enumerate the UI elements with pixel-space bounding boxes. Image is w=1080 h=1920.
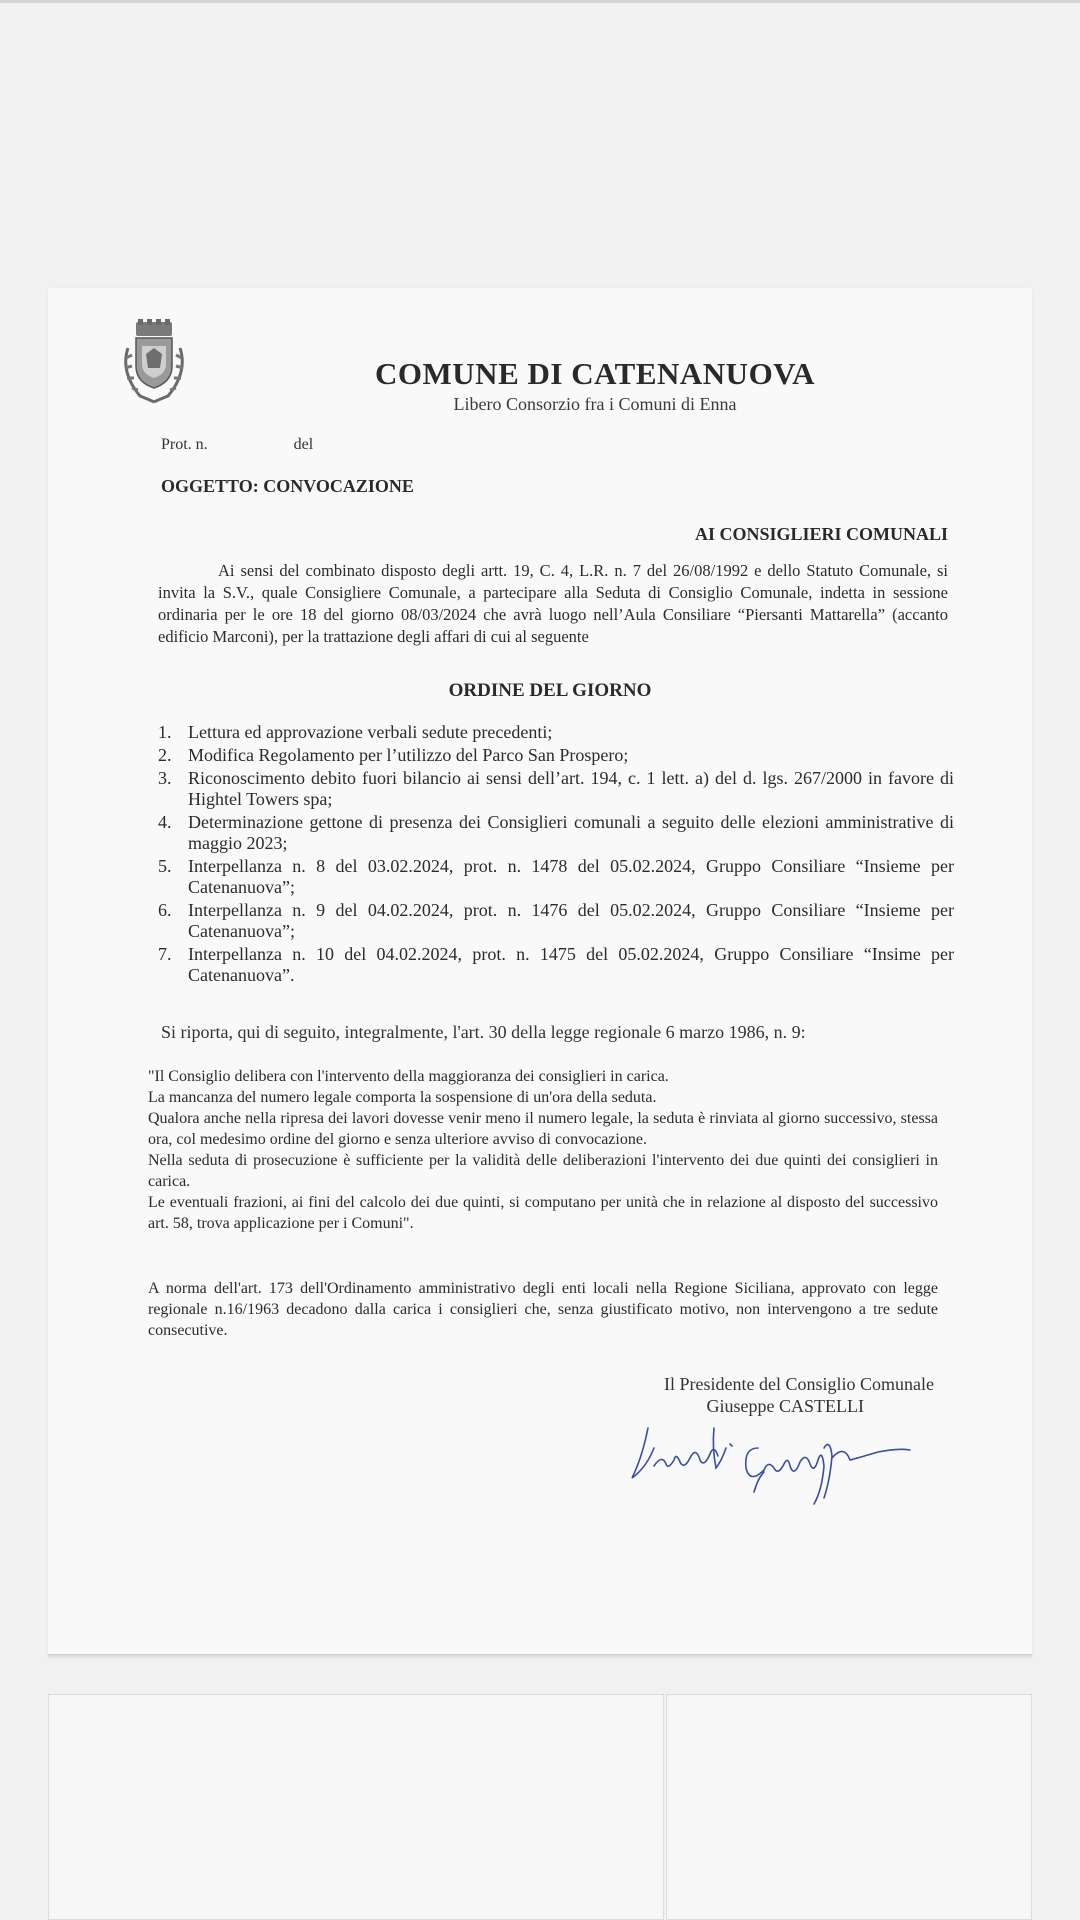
quote-line: "Il Consiglio delibera con l'intervento della maggioranza dei consiglieri in carica. [148, 1068, 669, 1085]
agenda-item [158, 722, 954, 743]
consortium-subtitle: Libero Consorzio fra i Comuni di Enna [453, 394, 737, 414]
agenda-item-number: 5. [158, 856, 172, 876]
del-label: del [293, 436, 314, 453]
municipality-title: COMUNE DI CATENANUOVA [375, 356, 815, 391]
agenda-item-text: Interpellanza n. 10 del 04.02.2024, prot. n. 1475 del 05.02.2024, Gruppo Consiliare “Insime per Catenanuova”. [188, 944, 954, 985]
quote-line: Qualora anche nella ripresa dei lavori dovesse venir meno il numero legale, la seduta è rinviata al giorno successivo, stessa ora, col medesimo ordine del giorno e senza ulteriore avviso di convocazione. [148, 1110, 938, 1148]
agenda-item [158, 812, 954, 854]
page-shadow [48, 1654, 1032, 1658]
top-edge [0, 0, 1080, 3]
norm-paragraph: A norma dell'art. 173 dell'Ordinamento amministrativo degli enti locali nella Regione Siciliana, approvato con legge regionale n.16/1963 decadono dalla carica i consiglieri che, senza giustificato motivo, non intervengono a tre sedute consecutive. [148, 1280, 938, 1339]
president-name: Giuseppe CASTELLI [706, 1396, 864, 1416]
agenda-item-text: Modifica Regolamento per l’utilizzo del Parco San Prospero; [188, 745, 629, 765]
agenda-item-number: 7. [158, 944, 172, 964]
agenda-item [158, 856, 954, 898]
agenda-item-text: Interpellanza n. 9 del 04.02.2024, prot. n. 1476 del 05.02.2024, Gruppo Consiliare “Insieme per Catenanuova”; [188, 900, 954, 941]
next-page-thumbnail[interactable] [48, 1694, 664, 1920]
president-title: Il Presidente del Consiglio Comunale [664, 1374, 934, 1394]
agenda-item-number: 3. [158, 768, 172, 788]
law-quote [148, 1066, 938, 1234]
protocol-line [161, 436, 313, 454]
agenda-list [158, 722, 954, 988]
agenda-item-number: 2. [158, 745, 172, 765]
quote-line: Le eventuali frazioni, ai fini del calcolo dei due quinti, si computano per unità che in relazione al disposto del successivo art. 58, trova applicazione per i Comuni". [148, 1194, 938, 1232]
document-page[interactable] [48, 288, 1032, 1656]
handwritten-signature [618, 1408, 918, 1508]
agenda-item-number: 6. [158, 900, 172, 920]
addressee-heading: AI CONSIGLIERI COMUNALI [694, 524, 948, 544]
subject-heading: OGGETTO: CONVOCAZIONE [161, 476, 414, 496]
quote-line: La mancanza del numero legale comporta la sospensione di un'ora della seduta. [148, 1089, 657, 1106]
law-reference: Si riporta, qui di seguito, integralmente, l'art. 30 della legge regionale 6 marzo 1986, n. 9: [161, 1022, 806, 1042]
agenda-item [158, 900, 954, 942]
agenda-item-text: Interpellanza n. 8 del 03.02.2024, prot. n. 1478 del 05.02.2024, Gruppo Consiliare “Insieme per Catenanuova”; [188, 856, 954, 897]
agenda-item [158, 745, 954, 766]
agenda-item-text: Lettura ed approvazione verbali sedute precedenti; [188, 722, 553, 742]
agenda-item-text: Determinazione gettone di presenza dei Consiglieri comunali a seguito delle elezioni amministrative di maggio 2023; [188, 812, 954, 853]
next-page-thumbnail[interactable] [666, 1694, 1032, 1920]
prot-label: Prot. n. [161, 436, 208, 453]
agenda-item [158, 768, 954, 810]
agenda-item-text: Riconoscimento debito fuori bilancio ai sensi dell’art. 194, c. 1 lett. a) del d. lgs. 267/2000 in favore di Hightel Towers spa; [188, 768, 954, 809]
intro-paragraph: Ai sensi del combinato disposto degli artt. 19, C. 4, L.R. n. 7 del 26/08/1992 e dello Statuto Comunale, si invita la S.V., quale Consigliere Comunale, a partecipare alla Seduta di Consiglio Comunale, indetta in sessione ordinaria per le ore 18 del giorno 08/03/2024 che avrà luogo nell’Aula Consiliare “Piersanti Mattarella” (accanto edificio Marconi), per la trattazione degli affari di cui al seguente [158, 561, 948, 646]
agenda-item-number: 1. [158, 722, 172, 742]
page-thumbnails [48, 1694, 1032, 1920]
agenda-item-number: 4. [158, 812, 172, 832]
agenda-title: ORDINE DEL GIORNO [448, 680, 652, 701]
quote-line: Nella seduta di prosecuzione è sufficiente per la validità delle deliberazioni l'intervento dei due quinti dei consiglieri in carica. [148, 1152, 938, 1190]
agenda-item [158, 944, 954, 986]
